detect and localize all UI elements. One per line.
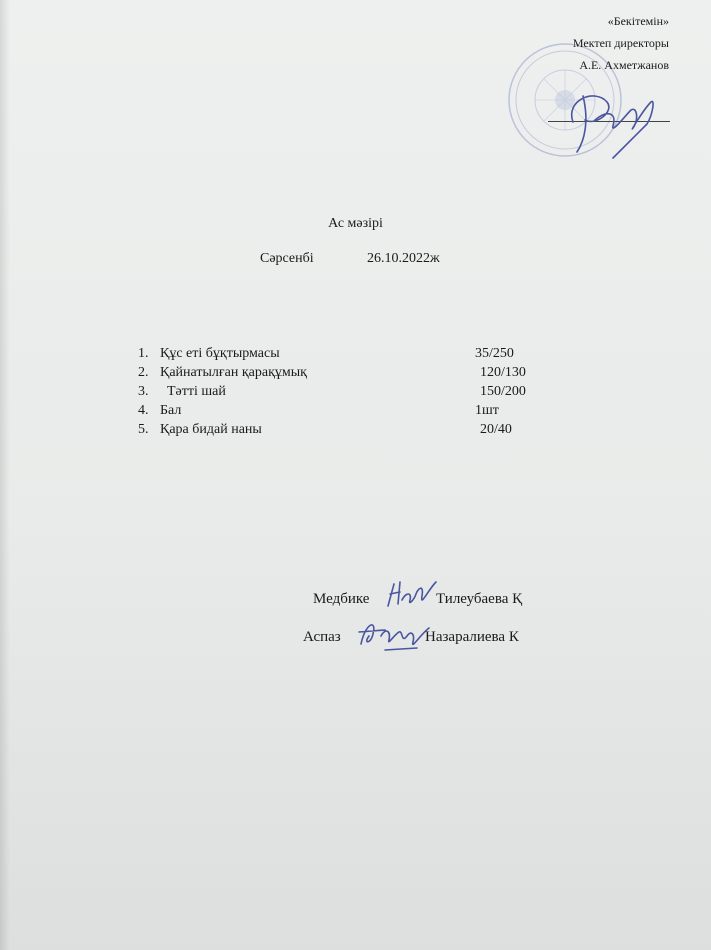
nurse-role: Медбике [313, 591, 370, 607]
menu-item-dish: Қайнатылған қарақұмық [160, 365, 307, 380]
menu-item-amount: 35/250 [475, 346, 514, 361]
menu-item-number: 1. [138, 346, 149, 361]
page-edge-shadow [0, 0, 10, 950]
menu-item [138, 346, 558, 365]
menu-item [138, 403, 558, 422]
menu-item-dish: Құс еті бұқтырмасы [160, 346, 280, 361]
menu-item-amount: 120/130 [480, 365, 526, 380]
menu-item-amount: 20/40 [480, 422, 512, 437]
menu-list [138, 346, 558, 441]
menu-item [138, 422, 558, 441]
menu-item-number: 4. [138, 403, 149, 418]
menu-item-number: 2. [138, 365, 149, 380]
menu-item [138, 365, 558, 384]
menu-item-amount: 150/200 [480, 384, 526, 399]
cook-role: Аспаз [303, 629, 341, 645]
cook-signature [355, 614, 433, 654]
menu-date: 26.10.2022ж [367, 251, 440, 266]
menu-day: Сәрсенбі [260, 251, 314, 266]
director-signature [555, 80, 665, 160]
approval-heading: «Бекітемін» [607, 14, 669, 28]
menu-item-number: 3. [138, 384, 149, 399]
nurse-signature [384, 578, 440, 612]
approval-position: Мектеп директоры [572, 36, 669, 50]
menu-item [138, 384, 558, 403]
approval-block [573, 10, 669, 76]
menu-item-number: 5. [138, 422, 149, 437]
menu-item-dish: Тәтті шай [160, 384, 226, 399]
approval-name: А.Е. Ахметжанов [579, 58, 669, 72]
nurse-name: Тилеубаева Қ [436, 591, 523, 607]
menu-title: Ас мәзірі [328, 216, 383, 231]
menu-item-amount: 1шт [475, 403, 499, 418]
menu-item-dish: Қара бидай наны [160, 422, 262, 437]
menu-item-dish: Бал [160, 403, 182, 418]
cook-name: Назаралиева К [425, 629, 519, 645]
